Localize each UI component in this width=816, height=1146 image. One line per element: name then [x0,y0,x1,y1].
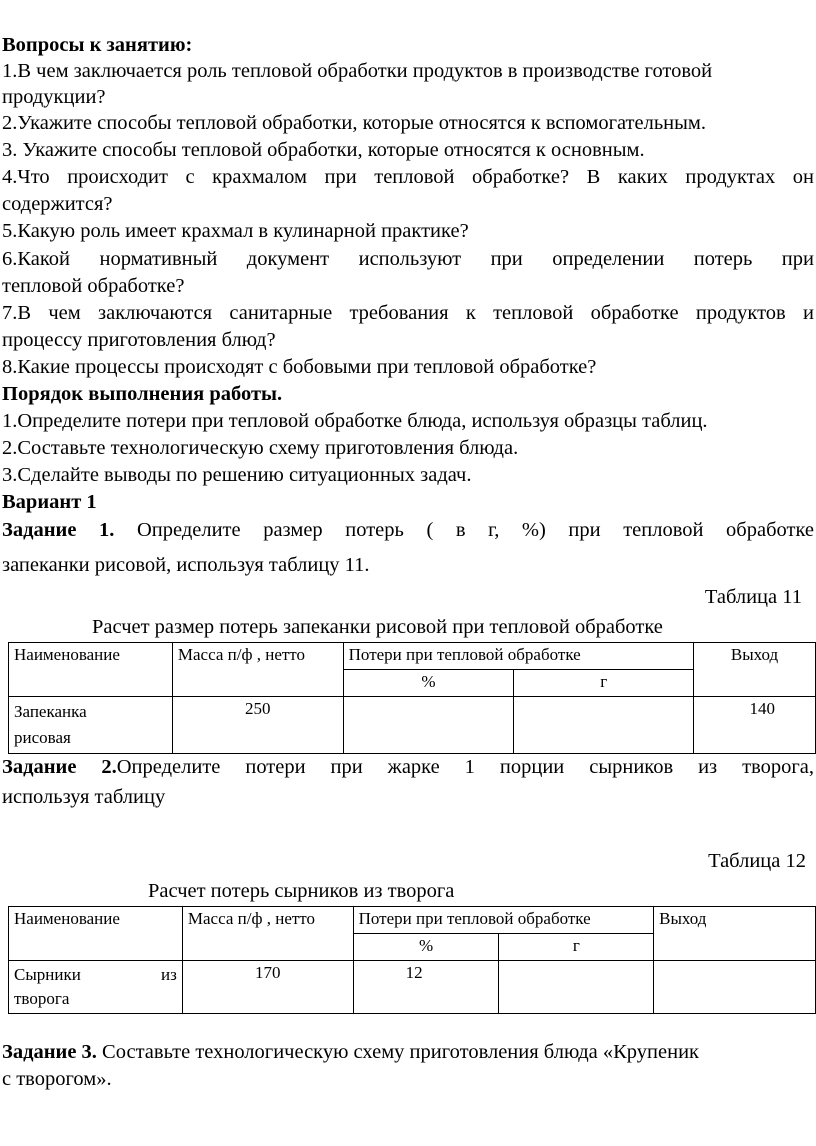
question-2: 2.Укажите способы тепловой обработки, которые относятся к вспомогательным. [2,112,707,134]
table-12-cell-mass: 170 [182,961,353,1014]
table-12-header-output: Выход [654,907,816,961]
task-1-line-2: запеканки рисовой, используя таблицу 11. [2,554,370,576]
question-6-line-1: 6.Какой нормативный документ используют при определении потерь при [2,248,814,270]
table-11-cell-percent [343,697,514,754]
table-12 [8,906,816,1014]
table-12-header-grams: г [499,934,654,961]
task-3-label: Задание 3. [2,1041,97,1063]
table-12-cell-name [9,961,183,1014]
table-11-cell-output: 140 [694,697,816,754]
table-12-name-line-2: творога [14,989,70,1008]
task-3-line-2: с творогом». [2,1068,112,1090]
table-11 [8,642,816,754]
table-12-header-mass: Масса п/ф , нетто [182,907,353,961]
question-7-line-1: 7.В чем заключаются санитарные требования к тепловой обработке продуктов и [2,302,814,324]
question-4-line-1: 4.Что происходит с крахмалом при тепловой обработке? В каких продуктах он [2,166,814,188]
table-11-cell-name [9,697,173,754]
table-12-cell-output [654,961,816,1014]
table-11-header-mass: Масса п/ф , нетто [172,643,343,697]
task-1-text: Определите размер потерь ( в г, %) при тепловой обработке [136,519,814,541]
table-11-cell-mass: 250 [172,697,343,754]
procedure-step-1: 1.Определите потери при тепловой обработке блюда, используя образцы таблиц. [2,410,708,432]
question-5: 5.Какую роль имеет крахмал в кулинарной практике? [2,220,469,242]
table-12-cell-percent: 12 [353,961,499,1014]
procedure-step-3: 3.Сделайте выводы по решению ситуационных задач. [2,464,472,486]
table-11-cell-grams [514,697,694,754]
variant-heading: Вариант 1 [2,491,97,513]
question-3: 3. Укажите способы тепловой обработки, которые относятся к основным. [2,139,645,161]
question-8: 8.Какие процессы происходят с бобовыми при тепловой обработке? [2,356,597,378]
table-row [9,961,816,1014]
question-4-line-2: содержится? [2,193,113,215]
question-1-line-2: продукции? [2,86,106,108]
task-3-text: Составьте технологическую схему приготовления блюда «Крупеник [102,1041,699,1063]
task-2-line-2: используя таблицу [2,786,166,808]
task-2-line-1 [2,755,814,779]
table-12-header-percent: % [353,934,499,961]
table-11-header-grams: г [514,670,694,697]
table-11-name-line-1: Запеканка [14,702,87,721]
table-12-header-name: Наименование [9,907,183,961]
table-12-name-word-2: из [161,965,177,984]
questions-heading: Вопросы к занятию: [2,34,193,56]
table-12-caption: Расчет потерь сырников из творога [148,880,455,902]
table-11-header-loss: Потери при тепловой обработке [343,643,693,670]
question-1-line-1: 1.В чем заключается роль тепловой обработки продуктов в производстве готовой [2,60,713,82]
question-7-line-2: процессу приготовления блюд? [2,329,276,351]
task-1-line-1 [2,518,814,542]
table-11-caption: Расчет размер потерь запеканки рисовой при тепловой обработке [92,616,663,638]
table-11-header-output: Выход [694,643,816,697]
table-row [9,697,816,754]
task-1-label: Задание 1. [2,519,115,541]
table-11-name-line-2: рисовая [14,728,71,747]
table-12-name-word-1: Сырники [14,965,81,984]
table-12-number: Таблица 12 [708,850,806,872]
table-11-header-name: Наименование [9,643,173,697]
table-11-header-percent: % [343,670,514,697]
question-6-line-2: тепловой обработке? [2,275,185,297]
task-2-label: Задание 2. [2,756,117,778]
task-3-line-1 [2,1040,814,1064]
table-12-cell-grams [499,961,654,1014]
table-12-name-line-1 [14,963,177,987]
procedure-heading: Порядок выполнения работы. [2,383,283,405]
table-11-number: Таблица 11 [704,586,802,608]
procedure-step-2: 2.Составьте технологическую схему приготовления блюда. [2,437,519,459]
table-12-header-loss: Потери при тепловой обработке [353,907,654,934]
task-2-text: Определите потери при жарке 1 порции сырников из творога, [116,756,814,778]
